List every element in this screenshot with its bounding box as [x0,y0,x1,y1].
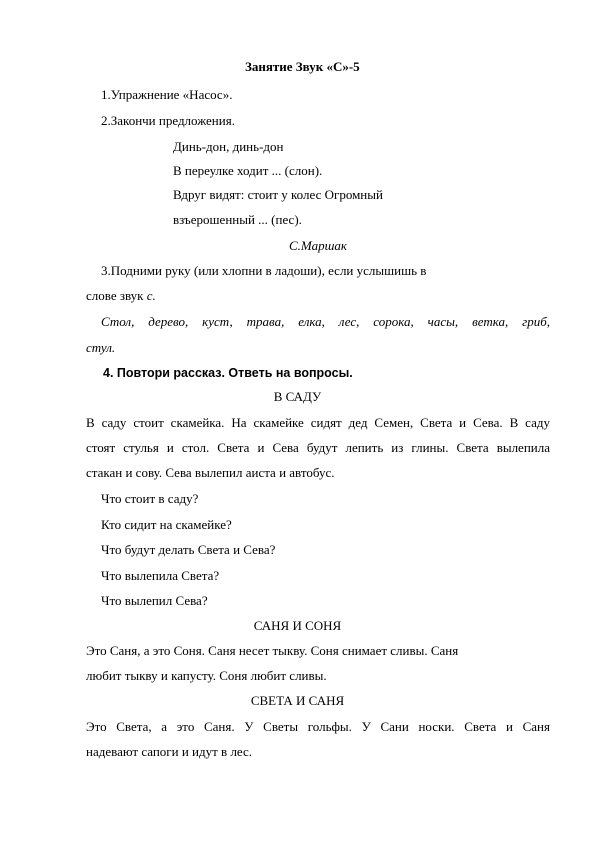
exercise-1: 1.Упражнение «Насос». [101,87,233,102]
word-list: Стол, дерево, куст, трава, елка, лес, сорока, часы, ветка, гриб, [101,314,550,329]
poem-line: взъерошенный ... (пес). [173,212,302,227]
page-title: Занятие Звук «С»-5 [245,59,360,74]
exercise-3-prefix: слове звук [86,288,147,303]
word-list-end: стул. [86,340,116,355]
story-heading: В САДУ [273,389,322,404]
story-line: любит тыкву и капусту. Соня любит сливы. [86,668,327,683]
question: Кто сидит на скамейке? [101,517,232,532]
poem-author: С.Маршак [289,238,347,253]
question: Что будут делать Света и Сева? [101,542,276,557]
poem-line: Вдруг видят: стоит у колес Огромный [173,187,383,202]
question: Что вылепила Света? [101,568,220,583]
exercise-3: 3.Подними руку (или хлопни в ладоши), если услышишь в [101,263,427,278]
story-line: стоят стулья и стол. Света и Сева будут лепить из глины. Света вылепила [86,440,550,455]
poem-line: Динь-дон, динь-дон [173,139,284,154]
exercise-4: 4. Повтори рассказ. Ответь на вопросы. [103,366,353,380]
poem-line: В переулке ходит ... (слон). [173,163,323,178]
story-line: надевают сапоги и идут в лес. [86,744,253,759]
story-line: В саду стоит скамейка. На скамейке сидят дед Семен, Света и Сева. В саду [86,415,550,430]
exercise-2: 2.Закончи предложения. [101,113,235,128]
story-heading: САНЯ И СОНЯ [253,618,342,633]
story-line: Это Саня, а это Соня. Саня несет тыкву. Соня снимает сливы. Саня [86,643,459,658]
story-line: стакан и сову. Сева вылепил аиста и автобус. [86,465,335,480]
story-heading: СВЕТА И САНЯ [250,693,345,708]
question: Что вылепил Сева? [101,593,208,608]
story-line: Это Света, а это Саня. У Светы гольфы. У Сани носки. Света и Саня [86,719,550,734]
exercise-3-continued [86,288,156,304]
exercise-3-letter: с. [146,288,156,303]
question: Что стоит в саду? [101,491,199,506]
